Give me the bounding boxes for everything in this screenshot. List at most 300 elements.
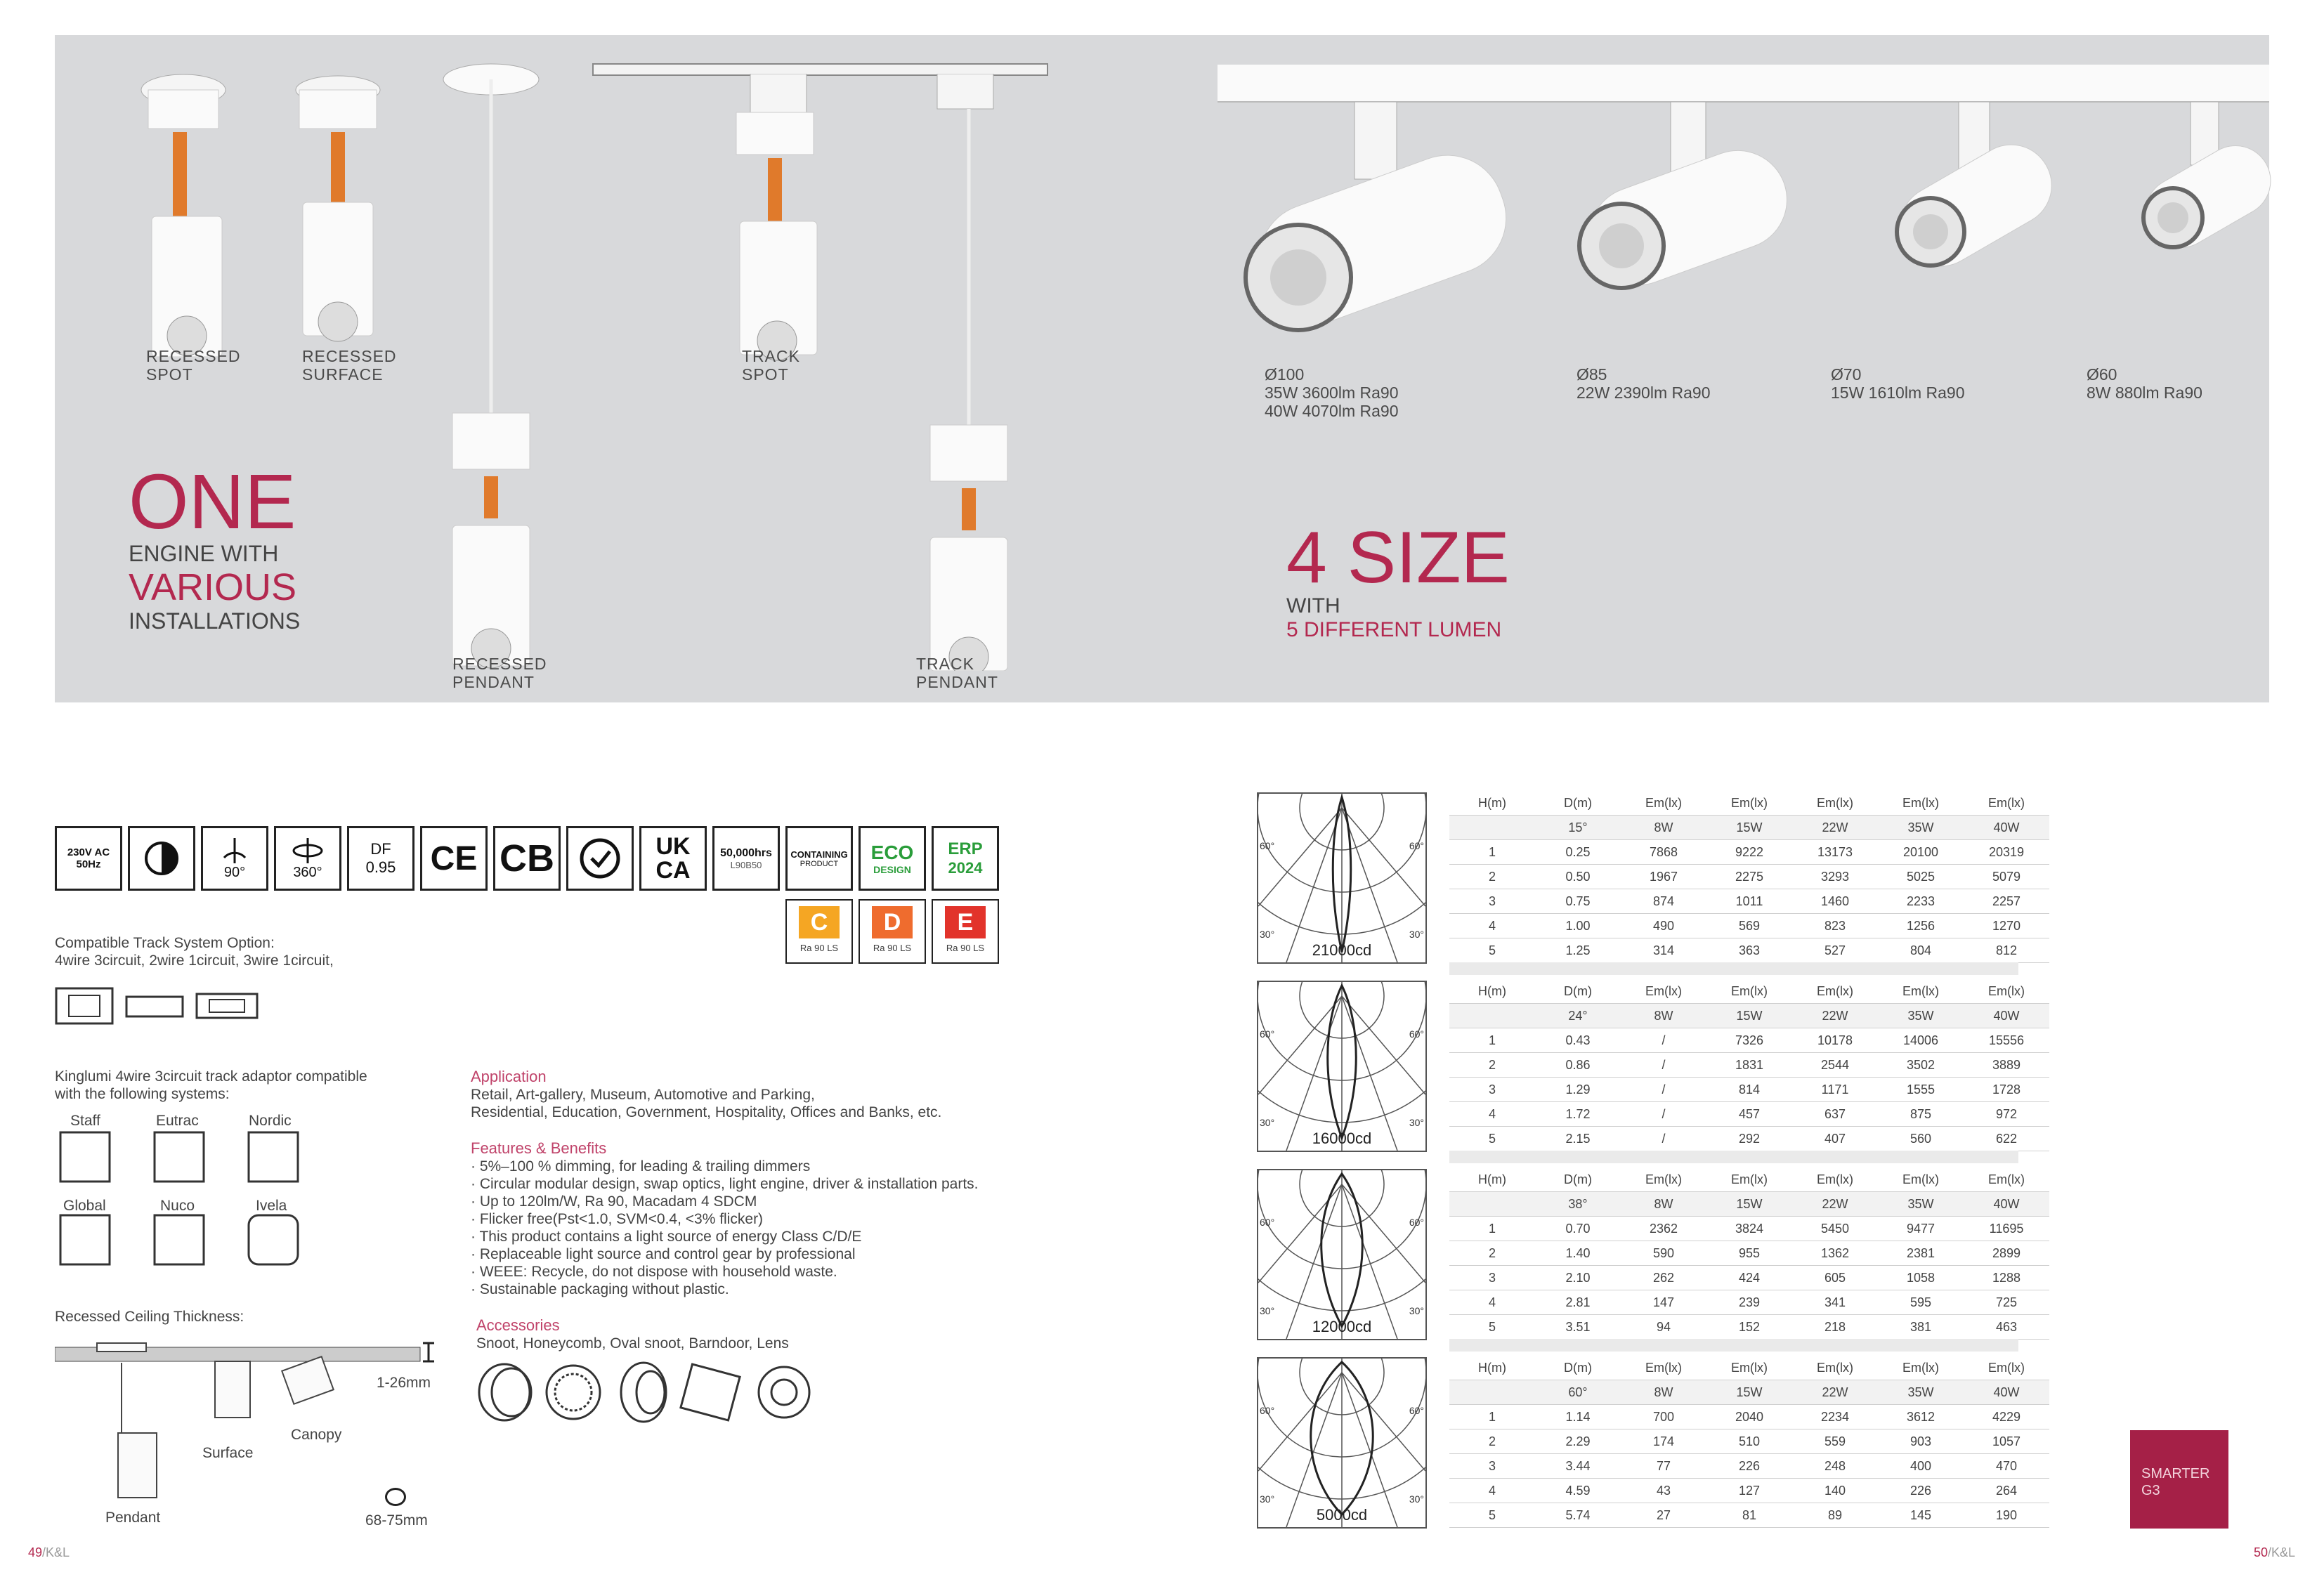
table-row xyxy=(1449,914,2049,938)
table-cell: Em(lx) xyxy=(1706,791,1792,816)
polar-diagram-60: 60° 60° 30° 30° 5000cd xyxy=(1257,1357,1427,1529)
table-cell: 226 xyxy=(1878,1479,1964,1503)
photometric-table-60 xyxy=(1449,1356,2049,1528)
table-cell: 264 xyxy=(1964,1479,2049,1503)
system-ivela: Ivela xyxy=(256,1198,287,1214)
table-cell: 2257 xyxy=(1964,889,2049,914)
table-cell: 35W xyxy=(1878,1192,1964,1217)
table-cell: Em(lx) xyxy=(1706,1356,1792,1380)
polar-diagram-38: 60° 60° 30° 30° 12000cd xyxy=(1257,1169,1427,1340)
feature-item: · Sustainable packaging without plastic. xyxy=(471,1281,729,1297)
track-pendant-image xyxy=(916,74,1021,671)
table-row xyxy=(1449,1290,2049,1315)
table-cell: 27 xyxy=(1621,1503,1706,1528)
lifetime-badge: 50,000hrs L90B50 xyxy=(712,826,780,891)
table-row xyxy=(1449,1503,2049,1528)
table-cell: 20100 xyxy=(1878,840,1964,865)
table-cell: 1171 xyxy=(1792,1078,1878,1102)
table-row xyxy=(1449,865,2049,889)
ceiling-canopy-label: Canopy xyxy=(291,1427,342,1443)
table-row xyxy=(1449,1217,2049,1241)
table-cell: 1 xyxy=(1449,1405,1535,1429)
track-rail-large xyxy=(1218,65,2269,101)
table-cell: 1 xyxy=(1449,1217,1535,1241)
table-cell: 40W xyxy=(1964,1192,2049,1217)
table-cell: 559 xyxy=(1792,1429,1878,1454)
table-cell: 218 xyxy=(1792,1315,1878,1340)
table-cell: / xyxy=(1621,1028,1706,1053)
table-cell: 5 xyxy=(1449,1503,1535,1528)
table-header-row xyxy=(1449,1356,2049,1380)
table-header-row xyxy=(1449,1192,2049,1217)
table-cell: 1058 xyxy=(1878,1266,1964,1290)
df-badge: DF 0.95 xyxy=(347,826,414,891)
photometric-table-15 xyxy=(1449,791,2049,963)
page-number-left: 49/K&L xyxy=(28,1545,70,1559)
polar-cd-value: 12000cd xyxy=(1312,1318,1372,1335)
table-cell: 457 xyxy=(1706,1102,1792,1127)
system-eutrac: Eutrac xyxy=(156,1113,199,1129)
table-cell: 2544 xyxy=(1792,1053,1878,1078)
table-cell: 5025 xyxy=(1878,865,1964,889)
feature-item: · Flicker free(Pst<1.0, SVM<0.4, <3% flicker) xyxy=(471,1211,764,1227)
table-cell: 60° xyxy=(1535,1380,1621,1405)
table-header-row xyxy=(1449,1167,2049,1192)
table-cell: 560 xyxy=(1878,1127,1964,1151)
table-cell: 174 xyxy=(1621,1429,1706,1454)
table-cell: Em(lx) xyxy=(1706,1167,1792,1192)
ceiling-thickness-title: Recessed Ceiling Thickness: xyxy=(55,1309,244,1325)
table-cell: 874 xyxy=(1621,889,1706,914)
table-cell: 35W xyxy=(1878,1004,1964,1028)
table-cell: D(m) xyxy=(1535,791,1621,816)
table-cell: D(m) xyxy=(1535,979,1621,1004)
table-cell: 407 xyxy=(1792,1127,1878,1151)
size-100-image xyxy=(1235,102,1530,341)
table-cell: 89 xyxy=(1792,1503,1878,1528)
table-cell: 0.86 xyxy=(1535,1053,1621,1078)
table-cell: Em(lx) xyxy=(1878,1356,1964,1380)
table-cell: 3 xyxy=(1449,1454,1535,1479)
table-header-row xyxy=(1449,791,2049,816)
table-cell: Em(lx) xyxy=(1878,979,1964,1004)
cb-mark: CB xyxy=(493,826,561,891)
table-cell: 40W xyxy=(1964,1380,2049,1405)
table-cell: 2 xyxy=(1449,1429,1535,1454)
table-cell xyxy=(1449,1192,1535,1217)
table-row xyxy=(1449,1053,2049,1078)
table-cell: 20319 xyxy=(1964,840,2049,865)
table-cell: 24° xyxy=(1535,1004,1621,1028)
table-cell: 424 xyxy=(1706,1266,1792,1290)
containing-product-badge: CONTAINING PRODUCT xyxy=(785,826,853,891)
dimmable-icon xyxy=(128,826,195,891)
table-cell: / xyxy=(1621,1078,1706,1102)
table-cell: 13173 xyxy=(1792,840,1878,865)
table-cell: 3 xyxy=(1449,1266,1535,1290)
table-cell: / xyxy=(1621,1127,1706,1151)
table-cell: 9477 xyxy=(1878,1217,1964,1241)
table-cell: H(m) xyxy=(1449,791,1535,816)
table-cell: 147 xyxy=(1621,1290,1706,1315)
table-cell: 22W xyxy=(1792,1004,1878,1028)
table-cell: / xyxy=(1621,1053,1706,1078)
table-cell: 400 xyxy=(1878,1454,1964,1479)
table-cell: Em(lx) xyxy=(1621,791,1706,816)
table-row xyxy=(1449,1078,2049,1102)
table-cell: 2.29 xyxy=(1535,1429,1621,1454)
table-cell: 1.00 xyxy=(1535,914,1621,938)
features-section: Features & Benefits · 5%–100 % dimming, for leading & trailing dimmers · Circular modular design, swap optics, light engine, driver & installation parts. · Up to 120lm/W, Ra 90, Macadam 4 SDCM · Flicker free(Pst<1.0, SVM<0.4, <3% flicker) · This product contains a light source of energy Class C/D/E · Replaceable light source and control gear by professional · WEEE: Recycle, do not dispose with household waste. · Sustainable packaging without plastic. xyxy=(471,1139,979,1297)
table-cell: 2233 xyxy=(1878,889,1964,914)
table-cell: 15W xyxy=(1706,1380,1792,1405)
cutout-value: 68-75mm xyxy=(365,1512,428,1529)
table-row xyxy=(1449,1405,2049,1429)
table-cell: 0.70 xyxy=(1535,1217,1621,1241)
table-cell: Em(lx) xyxy=(1792,1167,1878,1192)
table-cell: 1.14 xyxy=(1535,1405,1621,1429)
energy-class-d-letter: D xyxy=(872,906,913,938)
table-cell: Em(lx) xyxy=(1621,1356,1706,1380)
feature-item: · Replaceable light source and control gear by professional xyxy=(471,1246,856,1262)
table-cell: 145 xyxy=(1878,1503,1964,1528)
table-cell: D(m) xyxy=(1535,1356,1621,1380)
accessory-icons xyxy=(475,1357,812,1427)
table-separator xyxy=(1449,1339,2018,1352)
hero-banner xyxy=(55,35,2269,702)
table-cell: D(m) xyxy=(1535,1167,1621,1192)
table-cell: 5079 xyxy=(1964,865,2049,889)
table-cell: 3.44 xyxy=(1535,1454,1621,1479)
table-cell: 510 xyxy=(1706,1429,1792,1454)
table-cell: H(m) xyxy=(1449,979,1535,1004)
table-cell: 2899 xyxy=(1964,1241,2049,1266)
table-cell: 490 xyxy=(1621,914,1706,938)
table-cell: 3612 xyxy=(1878,1405,1964,1429)
table-row xyxy=(1449,1127,2049,1151)
photometric-table-24 xyxy=(1449,979,2049,1151)
table-cell: 22W xyxy=(1792,816,1878,840)
energy-class-e: E Ra 90 LS xyxy=(932,899,999,964)
size-label-100: Ø100 35W 3600lm Ra90 40W 4070lm Ra90 xyxy=(1265,365,1399,420)
table-cell: 22W xyxy=(1792,1380,1878,1405)
voltage-badge: 230V AC 50Hz xyxy=(55,826,122,891)
table-cell: 7326 xyxy=(1706,1028,1792,1053)
table-cell: 226 xyxy=(1706,1454,1792,1479)
table-cell: 15° xyxy=(1535,816,1621,840)
table-cell: 8W xyxy=(1621,816,1706,840)
table-cell: 15W xyxy=(1706,1004,1792,1028)
table-cell: Em(lx) xyxy=(1964,791,2049,816)
table-cell: 40W xyxy=(1964,1004,2049,1028)
polar-diagram-15: 60° 60° 30° 30° 21000cd xyxy=(1257,792,1427,964)
table-cell: 10178 xyxy=(1792,1028,1878,1053)
table-cell: 972 xyxy=(1964,1102,2049,1127)
system-global: Global xyxy=(63,1198,106,1214)
table-cell: 725 xyxy=(1964,1290,2049,1315)
table-cell: 5.74 xyxy=(1535,1503,1621,1528)
table-cell: 248 xyxy=(1792,1454,1878,1479)
table-cell: 262 xyxy=(1621,1266,1706,1290)
table-row xyxy=(1449,840,2049,865)
table-cell: 127 xyxy=(1706,1479,1792,1503)
table-cell: 11695 xyxy=(1964,1217,2049,1241)
table-cell: 40W xyxy=(1964,816,2049,840)
size-label-70: Ø70 15W 1610lm Ra90 xyxy=(1831,365,1965,402)
table-separator xyxy=(1449,1151,2018,1163)
table-separator xyxy=(1449,962,2018,975)
table-cell: 527 xyxy=(1792,938,1878,963)
table-cell: Em(lx) xyxy=(1792,1356,1878,1380)
size-60-image xyxy=(2120,102,2303,263)
table-row xyxy=(1449,1454,2049,1479)
table-cell: 4229 xyxy=(1964,1405,2049,1429)
series-badge: SMARTER G3 xyxy=(2130,1430,2228,1529)
application-section: Application Retail, Art-gallery, Museum, Automotive and Parking, Residential, Education, Government, Hospitality, Offices and Banks, etc. xyxy=(471,1068,942,1120)
table-cell: Em(lx) xyxy=(1878,791,1964,816)
table-cell: 314 xyxy=(1621,938,1706,963)
table-row xyxy=(1449,1266,2049,1290)
table-cell: 3502 xyxy=(1878,1053,1964,1078)
system-nordic: Nordic xyxy=(249,1113,292,1129)
table-cell: Em(lx) xyxy=(1792,791,1878,816)
table-row xyxy=(1449,1028,2049,1053)
energy-class-c-letter: C xyxy=(799,906,840,938)
table-cell: Em(lx) xyxy=(1964,1167,2049,1192)
table-cell: 605 xyxy=(1792,1266,1878,1290)
feature-item: · 5%–100 % dimming, for leading & trailing dimmers xyxy=(471,1158,811,1174)
feature-item: · Circular modular design, swap optics, light engine, driver & installation parts. xyxy=(471,1176,979,1192)
energy-class-e-letter: E xyxy=(945,906,986,938)
table-cell: 81 xyxy=(1706,1503,1792,1528)
table-cell: 814 xyxy=(1706,1078,1792,1102)
table-cell: 637 xyxy=(1792,1102,1878,1127)
table-cell: 152 xyxy=(1706,1315,1792,1340)
table-cell: 4 xyxy=(1449,1102,1535,1127)
table-cell: 22W xyxy=(1792,1192,1878,1217)
track-spot-image xyxy=(729,74,821,362)
table-cell: 2.10 xyxy=(1535,1266,1621,1290)
table-cell: 1555 xyxy=(1878,1078,1964,1102)
polar-cd-value: 5000cd xyxy=(1316,1506,1368,1524)
table-cell: / xyxy=(1621,1102,1706,1127)
table-cell: H(m) xyxy=(1449,1356,1535,1380)
table-cell: 77 xyxy=(1621,1454,1706,1479)
table-cell: 700 xyxy=(1621,1405,1706,1429)
table-cell: 4 xyxy=(1449,1290,1535,1315)
table-cell: 4.59 xyxy=(1535,1479,1621,1503)
table-cell: 1270 xyxy=(1964,914,2049,938)
polar-cd-value: 16000cd xyxy=(1312,1130,1372,1147)
table-cell: 363 xyxy=(1706,938,1792,963)
recessed-spot-image xyxy=(138,62,229,357)
table-cell: 3824 xyxy=(1706,1217,1792,1241)
table-cell: 569 xyxy=(1706,914,1792,938)
table-cell: 0.43 xyxy=(1535,1028,1621,1053)
table-cell: 2 xyxy=(1449,1053,1535,1078)
table-cell: Em(lx) xyxy=(1964,979,2049,1004)
table-cell: 1256 xyxy=(1878,914,1964,938)
table-cell: 875 xyxy=(1878,1102,1964,1127)
table-cell: 812 xyxy=(1964,938,2049,963)
table-cell: 1011 xyxy=(1706,889,1792,914)
table-row xyxy=(1449,1479,2049,1503)
table-row xyxy=(1449,1429,2049,1454)
table-cell: 3889 xyxy=(1964,1053,2049,1078)
table-cell: 1288 xyxy=(1964,1266,2049,1290)
recessed-pendant-image xyxy=(438,62,544,673)
table-row xyxy=(1449,938,2049,963)
label-recessed-pendant: RECESSED PENDANT xyxy=(452,655,547,691)
table-cell: 341 xyxy=(1792,1290,1878,1315)
table-cell: 823 xyxy=(1792,914,1878,938)
feature-item: · WEEE: Recycle, do not dispose with household waste. xyxy=(471,1264,837,1280)
ce-mark: CE xyxy=(420,826,488,891)
table-cell: 2.81 xyxy=(1535,1290,1621,1315)
table-cell: 38° xyxy=(1535,1192,1621,1217)
table-cell: 804 xyxy=(1878,938,1964,963)
table-cell: 140 xyxy=(1792,1479,1878,1503)
table-cell: Em(lx) xyxy=(1878,1167,1964,1192)
table-cell: 14006 xyxy=(1878,1028,1964,1053)
table-cell: 470 xyxy=(1964,1454,2049,1479)
accessories-section: Accessories Snoot, Honeycomb, Oval snoot, Barndoor, Lens xyxy=(476,1316,789,1352)
headline-4-size: 4 SIZE WITH 5 DIFFERENT LUMEN xyxy=(1286,517,1510,641)
table-cell: 1460 xyxy=(1792,889,1878,914)
table-cell: 2 xyxy=(1449,1241,1535,1266)
table-cell: 0.50 xyxy=(1535,865,1621,889)
table-cell: 1967 xyxy=(1621,865,1706,889)
table-cell: 1.40 xyxy=(1535,1241,1621,1266)
table-cell: 590 xyxy=(1621,1241,1706,1266)
table-cell xyxy=(1449,1004,1535,1028)
erp-2024-badge: ERP 2024 xyxy=(932,826,999,891)
polar-diagram-24: 60° 60° 30° 30° 16000cd xyxy=(1257,981,1427,1152)
table-cell: Em(lx) xyxy=(1706,979,1792,1004)
adaptor-profile-icons xyxy=(59,1131,312,1271)
table-cell: 2.15 xyxy=(1535,1127,1621,1151)
table-cell: 1 xyxy=(1449,1028,1535,1053)
table-cell: 43 xyxy=(1621,1479,1706,1503)
cutout-icon xyxy=(385,1488,406,1506)
eco-design-badge: ECO DESIGN xyxy=(859,826,926,891)
table-cell: Em(lx) xyxy=(1621,1167,1706,1192)
table-cell: 8W xyxy=(1621,1380,1706,1405)
table-cell: 2362 xyxy=(1621,1217,1706,1241)
energy-class-d: D Ra 90 LS xyxy=(859,899,926,964)
table-cell: 463 xyxy=(1964,1315,2049,1340)
ceiling-diagram xyxy=(55,1335,448,1503)
track-profile-icons xyxy=(55,987,266,1029)
table-cell: 2 xyxy=(1449,865,1535,889)
table-cell: 1831 xyxy=(1706,1053,1792,1078)
table-cell: 94 xyxy=(1621,1315,1706,1340)
table-header-row xyxy=(1449,1004,2049,1028)
table-cell: 5 xyxy=(1449,1127,1535,1151)
table-cell: 3.51 xyxy=(1535,1315,1621,1340)
page-number-right: 50/K&L xyxy=(2254,1545,2296,1559)
table-cell: Em(lx) xyxy=(1621,979,1706,1004)
table-cell: 3 xyxy=(1449,1078,1535,1102)
recessed-surface-image xyxy=(292,62,384,343)
thickness-value: 1-26mm xyxy=(377,1375,431,1391)
photometric-table-38 xyxy=(1449,1167,2049,1340)
table-cell: 2275 xyxy=(1706,865,1792,889)
label-track-spot: TRACK SPOT xyxy=(742,347,800,384)
table-cell: 15W xyxy=(1706,1192,1792,1217)
tilt-icon: 90° xyxy=(201,826,268,891)
table-cell: 35W xyxy=(1878,816,1964,840)
table-cell: 1728 xyxy=(1964,1078,2049,1102)
size-label-85: Ø85 22W 2390lm Ra90 xyxy=(1576,365,1711,402)
track-compat-section: Compatible Track System Option: 4wire 3circuit, 2wire 1circuit, 3wire 1circuit, xyxy=(55,935,334,969)
table-cell: 1 xyxy=(1449,840,1535,865)
table-cell: Em(lx) xyxy=(1964,1356,2049,1380)
table-cell: 1362 xyxy=(1792,1241,1878,1266)
table-row xyxy=(1449,889,2049,914)
table-cell: 4 xyxy=(1449,914,1535,938)
table-cell: 0.75 xyxy=(1535,889,1621,914)
table-cell: 5450 xyxy=(1792,1217,1878,1241)
table-header-row xyxy=(1449,979,2049,1004)
table-cell: 1.25 xyxy=(1535,938,1621,963)
table-cell: 8W xyxy=(1621,1192,1706,1217)
rcm-mark-icon xyxy=(566,826,634,891)
table-cell: 4 xyxy=(1449,1479,1535,1503)
table-cell: 9222 xyxy=(1706,840,1792,865)
table-cell: 381 xyxy=(1878,1315,1964,1340)
table-cell: H(m) xyxy=(1449,1167,1535,1192)
table-cell: 955 xyxy=(1706,1241,1792,1266)
table-cell: 7868 xyxy=(1621,840,1706,865)
table-cell: 3293 xyxy=(1792,865,1878,889)
table-cell: 1057 xyxy=(1964,1429,2049,1454)
table-cell: 903 xyxy=(1878,1429,1964,1454)
rotate-icon: 360° xyxy=(274,826,341,891)
table-cell: 239 xyxy=(1706,1290,1792,1315)
table-cell: 3 xyxy=(1449,889,1535,914)
table-cell: 8W xyxy=(1621,1004,1706,1028)
table-row xyxy=(1449,1315,2049,1340)
table-header-row xyxy=(1449,816,2049,840)
label-recessed-spot: RECESSED SPOT xyxy=(146,347,241,384)
energy-class-c: C Ra 90 LS xyxy=(785,899,853,964)
table-cell: 292 xyxy=(1706,1127,1792,1151)
table-cell: 190 xyxy=(1964,1503,2049,1528)
table-cell: 15W xyxy=(1706,816,1792,840)
size-85-image xyxy=(1565,102,1818,299)
ukca-mark: UK CA xyxy=(639,826,707,891)
adaptor-section: Kinglumi 4wire 3circuit track adaptor compatible with the following systems: xyxy=(55,1068,367,1102)
ceiling-pendant-label: Pendant xyxy=(105,1510,161,1526)
table-cell xyxy=(1449,1380,1535,1405)
table-cell: 5 xyxy=(1449,938,1535,963)
table-header-row xyxy=(1449,1380,2049,1405)
system-staff: Staff xyxy=(70,1113,100,1129)
table-cell: Em(lx) xyxy=(1792,979,1878,1004)
polar-cd-value: 21000cd xyxy=(1312,941,1372,959)
label-track-pendant: TRACK PENDANT xyxy=(916,655,998,691)
table-cell: 15556 xyxy=(1964,1028,2049,1053)
table-cell: 35W xyxy=(1878,1380,1964,1405)
headline-one: ONE ENGINE WITH VARIOUS INSTALLATIONS xyxy=(129,459,301,634)
size-70-image xyxy=(1874,102,2085,284)
table-row xyxy=(1449,1241,2049,1266)
table-cell: 595 xyxy=(1878,1290,1964,1315)
table-cell: 622 xyxy=(1964,1127,2049,1151)
table-cell: 2381 xyxy=(1878,1241,1964,1266)
table-cell: 1.72 xyxy=(1535,1102,1621,1127)
